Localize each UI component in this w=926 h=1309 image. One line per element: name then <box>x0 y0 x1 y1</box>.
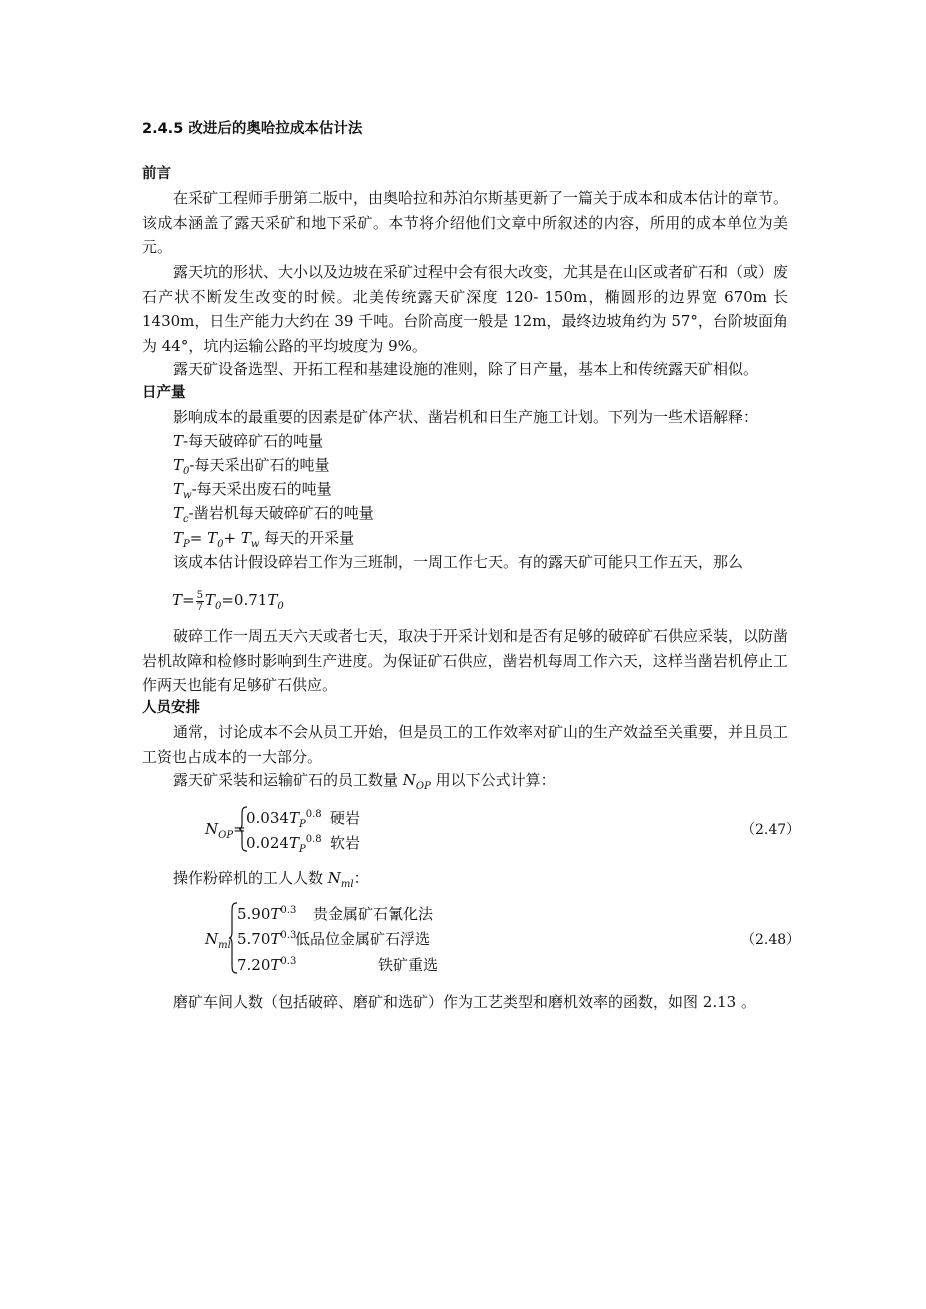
term-t0: $T_0-$每天采出矿石的吨量 <box>173 456 330 477</box>
eq2-lhs: $N_{ml}$ <box>205 930 231 951</box>
term-tc: $T_c-$凿岩机每天破碎矿石的吨量 <box>173 504 374 525</box>
section-title: 2.4.5 改进后的奥哈拉成本估计法 <box>142 121 363 137</box>
staffing-paragraph-2: 露天矿采装和运输矿石的员工数量 $N_{OP}$ 用以下公式计算： <box>173 771 556 792</box>
eq1-row-2-label: 软岩 <box>330 834 361 852</box>
term-t: T-每天破碎矿石的吨量 <box>173 432 324 450</box>
eq2-row-1-label: 贵金属矿石氰化法 <box>313 905 434 923</box>
term-tp: $T_P= T_0+ T_w$ 每天的开采量 <box>173 529 355 550</box>
staffing-paragraph-1: 通常，讨论成本不会从员工开始，但是员工的工作效率对矿山的生产效益至关重要，并且员工工资也占成本的一大部分。 <box>142 723 789 766</box>
eq1-row-1-label: 硬岩 <box>330 809 361 827</box>
shift-paragraph: 该成本估计假设碎岩工作为三班制，一周工作七天。有的露天矿可能只工作五天，那么 <box>173 553 744 571</box>
preface-paragraph-3: 露天矿设备选型、开拓工程和基建设施的准则，除了日产量，基本上和传统露天矿相似。 <box>173 360 759 378</box>
equation-number-2-47: （2.47） <box>741 822 801 838</box>
term-tw: $T_w-$每天采出废石的吨量 <box>173 480 332 501</box>
staffing-paragraph-3: 操作粉碎机的工人人数 $N_{ml}$： <box>173 869 369 890</box>
eq1-row-1: $0.034T_P^{0.8}$ <box>246 809 322 830</box>
eq1-row-2: $0.024T_P^{0.8}$ <box>246 834 322 855</box>
eq2-row-3: $7.20T^{0.3}$ <box>237 956 297 974</box>
staffing-heading: 人员安排 <box>142 700 200 716</box>
eq2-row-1: $5.90T^{0.3}$ <box>237 905 297 923</box>
daily-output-heading: 日产量 <box>142 385 186 401</box>
eq2-row-2: $5.70T^{0.3}$ <box>237 930 297 948</box>
preface-paragraph-2: 露天坑的形状、大小以及边坡在采矿过程中会有很大改变，尤其是在山区或者矿石和（或）废石产状不断发生改变的时候。北美传统露天矿深度 120- 150m，椭圆形的边界宽 670m 长 1430m，日生产能力大约在 39 千吨。台阶高度一般是 12m，最终边坡角约为 57°，台阶坡面角为 44°，坑内运输公路的平均坡度为 9%。 <box>142 263 789 355</box>
equation-number-2-48: （2.48） <box>741 932 801 948</box>
eq1-lhs: $N_{OP}=$ <box>205 820 246 841</box>
staffing-paragraph-4: 磨矿车间人数（包括破碎、磨矿和选矿）作为工艺类型和磨机效率的函数，如图 2.13 。 <box>173 993 756 1011</box>
crushing-paragraph: 破碎工作一周五天六天或者七天，取决于开采计划和是否有足够的破碎矿石供应采装，以防凿岩机故障和检修时影响到生产进度。为保证矿石供应，凿岩机每周工作六天，这样当凿岩机停止工作两天也能有足够矿石供应。 <box>142 627 789 694</box>
eq2-row-3-label: 铁矿重选 <box>378 956 439 974</box>
preface-paragraph-1: 在采矿工程师手册第二版中，由奥哈拉和苏泊尔斯基更新了一篇关于成本和成本估计的章节。该成本涵盖了露天采矿和地下采矿。本节将介绍他们文章中所叙述的内容，所用的成本单位为美元。 <box>142 189 789 256</box>
daily-output-intro: 影响成本的最重要的因素是矿体产状、凿岩机和日生产施工计划。下列为一些术语解释： <box>173 408 759 426</box>
eq2-row-2-label: 低品位金属矿石浮选 <box>295 930 431 948</box>
tonnage-formula: T= $\frac{5}{7}$ $T_0=0.71T_0$ <box>172 589 284 613</box>
preface-heading: 前言 <box>142 166 171 182</box>
